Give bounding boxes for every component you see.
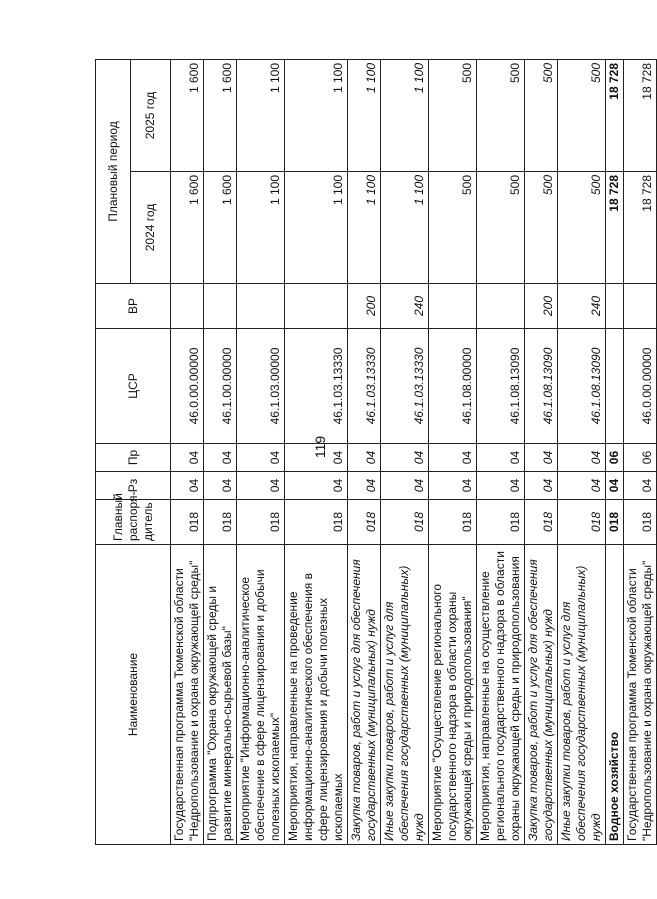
- cell-rz: 04: [558, 472, 606, 500]
- cell-pr: 04: [348, 444, 381, 472]
- cell-2024: 500: [558, 172, 606, 284]
- cell-2025: 500: [525, 59, 558, 171]
- cell-2025: 1 600: [204, 59, 237, 171]
- table-row: [171, 59, 204, 844]
- header-year-2024: 2024 год: [131, 172, 171, 284]
- cell-rz: 04: [171, 472, 204, 500]
- cell-pr: 06: [624, 444, 657, 472]
- header-planned-period: Плановый период: [96, 59, 131, 283]
- table-row: [204, 59, 237, 844]
- cell-pr: 06: [606, 444, 624, 472]
- cell-rz: 04: [429, 472, 477, 500]
- header-grbs: Главный распоря-дитель: [96, 500, 171, 545]
- header-pr: Пр: [96, 444, 171, 472]
- cell-grbs: 018: [171, 500, 204, 545]
- cell-csr: 46.1.08.13090: [525, 329, 558, 444]
- cell-2024: 1 600: [171, 172, 204, 284]
- cell-grbs: 018: [381, 500, 429, 545]
- cell-name: Водное хозяйство: [606, 545, 624, 845]
- cell-csr: 46.1.03.00000: [237, 329, 285, 444]
- cell-vr: [624, 284, 657, 329]
- cell-name: Государственная программа Тюменской области "Недропользование и охрана окружающей среды": [624, 545, 657, 845]
- table-row: [381, 59, 429, 844]
- cell-name: Мероприятие "Осуществление регионального государственного надзора в области охраны окружающей среды и природопользования": [429, 545, 477, 845]
- cell-vr: [606, 284, 624, 329]
- cell-name: Мероприятия, направленные на проведение информационно-аналитического обеспечения в сфере лицензирования и добычи полезных ископаемых: [285, 545, 348, 845]
- cell-pr: 04: [429, 444, 477, 472]
- cell-grbs: 018: [237, 500, 285, 545]
- cell-2025: 1 100: [285, 59, 348, 171]
- cell-rz: 04: [348, 472, 381, 500]
- header-csr: ЦСР: [96, 329, 171, 444]
- header-vr: ВР: [96, 284, 171, 329]
- cell-pr: 04: [204, 444, 237, 472]
- cell-rz: 04: [381, 472, 429, 500]
- cell-rz: 04: [237, 472, 285, 500]
- cell-2025: 1 100: [381, 59, 429, 171]
- cell-csr: 46.1.03.13330: [285, 329, 348, 444]
- cell-name: Мероприятие "Информационно-аналитическое обеспечение в сфере лицензирования и добычи полезных ископаемых": [237, 545, 285, 845]
- cell-2025: 500: [558, 59, 606, 171]
- cell-rz: 04: [606, 472, 624, 500]
- table-row: [237, 59, 285, 844]
- cell-pr: 04: [237, 444, 285, 472]
- cell-name: Иные закупки товаров, работ и услуг для обеспечения государственных (муниципальных) нужд: [558, 545, 606, 845]
- page-number: 119: [312, 435, 328, 459]
- cell-2024: 1 600: [204, 172, 237, 284]
- cell-grbs: 018: [558, 500, 606, 545]
- cell-vr: [237, 284, 285, 329]
- table-row: [525, 59, 558, 844]
- cell-2025: 18 728: [624, 59, 657, 171]
- cell-2024: 1 100: [348, 172, 381, 284]
- budget-table-rotated: [95, 60, 654, 845]
- table-row: [477, 59, 525, 844]
- cell-vr: 240: [558, 284, 606, 329]
- cell-rz: 04: [204, 472, 237, 500]
- cell-2025: 18 728: [606, 59, 624, 171]
- cell-pr: 04: [285, 444, 348, 472]
- budget-table: [95, 59, 657, 845]
- header-rz: Рз: [96, 472, 171, 500]
- cell-name: Закупка товаров, работ и услуг для обеспечения государственных (муниципальных) нужд: [525, 545, 558, 845]
- cell-2024: 1 100: [237, 172, 285, 284]
- cell-name: Подпрограмма "Охрана окружающей среды и развитие минерально-сырьевой базы": [204, 545, 237, 845]
- cell-2024: 1 100: [381, 172, 429, 284]
- cell-2024: 500: [429, 172, 477, 284]
- cell-grbs: 018: [525, 500, 558, 545]
- cell-2025: 1 600: [171, 59, 204, 171]
- cell-2024: 18 728: [606, 172, 624, 284]
- cell-name: Мероприятия, направленные на осуществление регионального государственного надзора в области охраны окружающей среды и природопользования: [477, 545, 525, 845]
- table-row: [429, 59, 477, 844]
- cell-csr: 46.1.08.13090: [558, 329, 606, 444]
- cell-vr: [171, 284, 204, 329]
- cell-vr: 200: [525, 284, 558, 329]
- cell-rz: 04: [624, 472, 657, 500]
- cell-rz: 04: [285, 472, 348, 500]
- cell-grbs: 018: [477, 500, 525, 545]
- cell-grbs: 018: [348, 500, 381, 545]
- cell-name: Иные закупки товаров, работ и услуг для обеспечения государственных (муниципальных) нужд: [381, 545, 429, 845]
- cell-vr: [204, 284, 237, 329]
- cell-rz: 04: [525, 472, 558, 500]
- cell-2025: 1 100: [348, 59, 381, 171]
- cell-csr: 46.1.00.00000: [204, 329, 237, 444]
- cell-2025: 1 100: [237, 59, 285, 171]
- cell-csr: [606, 329, 624, 444]
- cell-name: Закупка товаров, работ и услуг для обеспечения государственных (муниципальных) нужд: [348, 545, 381, 845]
- header-name: Наименование: [96, 545, 171, 845]
- cell-vr: 240: [381, 284, 429, 329]
- cell-rz: 04: [477, 472, 525, 500]
- cell-vr: [285, 284, 348, 329]
- cell-grbs: 018: [606, 500, 624, 545]
- cell-2024: 500: [525, 172, 558, 284]
- table-row: [558, 59, 606, 844]
- cell-csr: 46.0.00.00000: [624, 329, 657, 444]
- cell-2025: 500: [477, 59, 525, 171]
- table-row: [348, 59, 381, 844]
- cell-vr: [429, 284, 477, 329]
- cell-csr: 46.1.08.13090: [477, 329, 525, 444]
- cell-name: Государственная программа Тюменской области "Недропользование и охрана окружающей среды": [171, 545, 204, 845]
- header-year-2025: 2025 год: [131, 59, 171, 171]
- cell-2025: 500: [429, 59, 477, 171]
- cell-2024: 18 728: [624, 172, 657, 284]
- cell-2024: 500: [477, 172, 525, 284]
- table-row: [624, 59, 657, 844]
- cell-csr: 46.0.00.00000: [171, 329, 204, 444]
- cell-grbs: 018: [624, 500, 657, 545]
- cell-csr: 46.1.03.13330: [381, 329, 429, 444]
- cell-vr: 200: [348, 284, 381, 329]
- cell-pr: 04: [381, 444, 429, 472]
- cell-pr: 04: [525, 444, 558, 472]
- cell-vr: [477, 284, 525, 329]
- cell-csr: 46.1.08.00000: [429, 329, 477, 444]
- cell-pr: 04: [558, 444, 606, 472]
- table-row: [285, 59, 348, 844]
- cell-csr: 46.1.03.13330: [348, 329, 381, 444]
- cell-grbs: 018: [204, 500, 237, 545]
- table-row: [606, 59, 624, 844]
- cell-2024: 1 100: [285, 172, 348, 284]
- cell-grbs: 018: [429, 500, 477, 545]
- cell-pr: 04: [477, 444, 525, 472]
- cell-pr: 04: [171, 444, 204, 472]
- cell-grbs: 018: [285, 500, 348, 545]
